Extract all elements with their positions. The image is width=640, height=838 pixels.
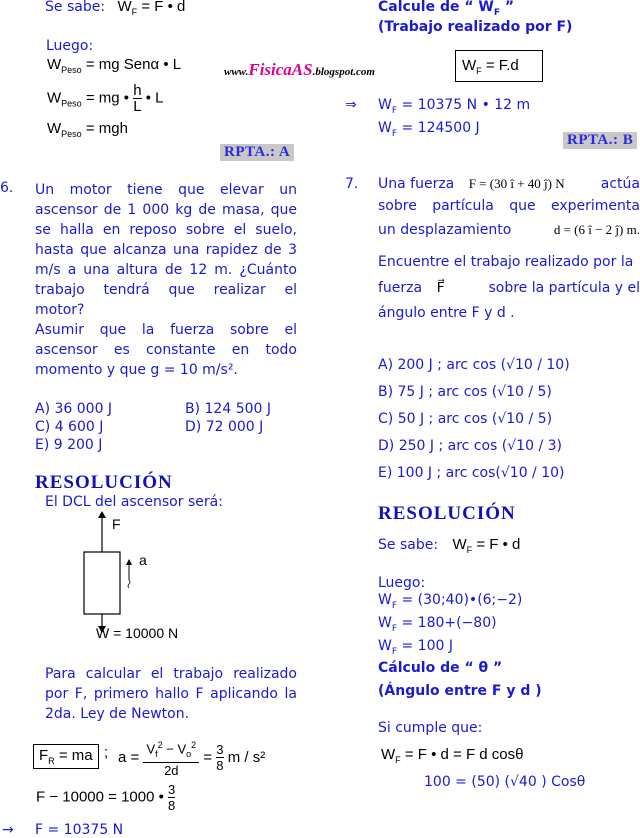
para-text: Para calcular el trabajo realizado por F, primero hallo F aplicando la 2da. Ley de Newton. bbox=[45, 666, 297, 722]
left-se-sabe: Se sabe: $W_F = F$ • d bbox=[45, 0, 186, 17]
result-arrow-icon: → bbox=[2, 822, 14, 838]
dcl-text: El DCL del ascensor será: bbox=[45, 494, 223, 510]
problem-7-options: A) 200 J ; arc cos (√10 / 10) B) 75 J ; arc cos (√10 / 5) C) 50 J ; arc cos (√10 / 5) D) 250 J ; arc cos (√10 / 3) E) 100 J ; arc cos(√10 / 10) bbox=[378, 357, 570, 481]
calc-theta-title: Cálculo de “ θ ” bbox=[378, 660, 503, 676]
free-body-diagram bbox=[70, 510, 210, 640]
diagram-weight-label: W = 10000 N bbox=[96, 625, 179, 641]
resolucion-heading-right: RESOLUCIÓN bbox=[378, 503, 516, 524]
semicolon: ; bbox=[104, 744, 109, 761]
rpta-a-badge: RPTA.: A bbox=[220, 144, 294, 161]
diagram-accel-label: a bbox=[139, 552, 147, 568]
eq-w-peso-1: $W_{Peso}$ = mg Senα • L bbox=[47, 56, 182, 75]
final-equation: 100 = (50) (√40 ) Cosθ bbox=[424, 774, 586, 790]
problem-7-line6: ángulo entre F y d . bbox=[378, 305, 515, 321]
rpta-b-badge: RPTA.: B bbox=[563, 132, 637, 149]
problem-6-text: Un motor tiene que elevar un ascensor de 1 000 kg de masa, que se halla en reposo sobre el suelo, hasta que alcanza una rapidez de 3 m/s a una altura de 12 m. ¿Cuánto trabajo tendrá que realizar el motor? Asumir que la fuerza sobre el ascensor es constante en todo momento y que g = 10 m/s². bbox=[35, 182, 297, 378]
right-se-sabe: Se sabe: $W_F = F$ • d bbox=[378, 536, 521, 555]
angulo-title: (Ángulo entre F y d ) bbox=[378, 683, 542, 699]
problem-7-line5: fuerza F⃗ sobre la partícula y el bbox=[378, 280, 640, 296]
eq-w-peso-2: $W_{Peso}$ = mg • $\frac{h}{L}$ • L bbox=[47, 82, 164, 115]
si-cumple: Si cumple que: bbox=[378, 720, 483, 736]
calc-w-title: Calcule de “ $W_F$ ” bbox=[378, 0, 515, 18]
force-equation: F − 10000 = 1000 • $\frac{3}{8}$ bbox=[36, 782, 176, 813]
force-result: F = 10375 N bbox=[35, 822, 124, 838]
diagram-force-label: F bbox=[112, 516, 121, 532]
fr-equation-box: $F_R$ = ma bbox=[33, 744, 99, 769]
problem-7-line1: Una fuerza F = (30 î + 40 ĵ) N actúa bbox=[378, 176, 640, 192]
problem-7-line2: sobre partícula que experimenta bbox=[378, 198, 640, 214]
problem-7-number: 7. bbox=[345, 176, 359, 192]
resolucion-heading-left: RESOLUCIÓN bbox=[35, 472, 173, 493]
trabajo-title: (Trabajo realizado por F) bbox=[378, 19, 573, 35]
eq-w-peso-3: $W_{Peso}$ = mgh bbox=[47, 120, 128, 139]
acceleration-equation: a = $\frac{V_f^2 - V_o^2}{2d}$ = $\frac{3}{8}$ m / s² bbox=[118, 740, 266, 778]
wf-result: $W_F = 10375$ N • 12 m $W_F = 124500$ J bbox=[378, 97, 531, 139]
cumple-equation: $W_F = F$ • d = F d cosθ bbox=[381, 746, 524, 765]
problem-7-line3: un desplazamiento d = (6 î − 2 ĵ) m. bbox=[378, 222, 640, 238]
watermark-logo: www.FisicaAS.blogspot.com bbox=[224, 60, 375, 79]
implies-arrow-icon: ⇒ bbox=[345, 97, 357, 113]
left-luego: Luego: bbox=[46, 38, 94, 54]
problem-6-options: A) 36 000 J B) 124 500 J C) 4 600 J D) 72 000 J E) 9 200 J bbox=[35, 401, 271, 453]
wf-formula-box: $W_F = F.d$ bbox=[455, 50, 543, 82]
right-luego: Luego: $W_F$ = (30;40)•(6;−2) $W_F = 180+(-80)$ $W_F = 100$ J bbox=[378, 575, 523, 657]
problem-6-number: 6. bbox=[0, 180, 14, 196]
problem-7-line4: Encuentre el trabajo realizado por la bbox=[378, 254, 634, 270]
